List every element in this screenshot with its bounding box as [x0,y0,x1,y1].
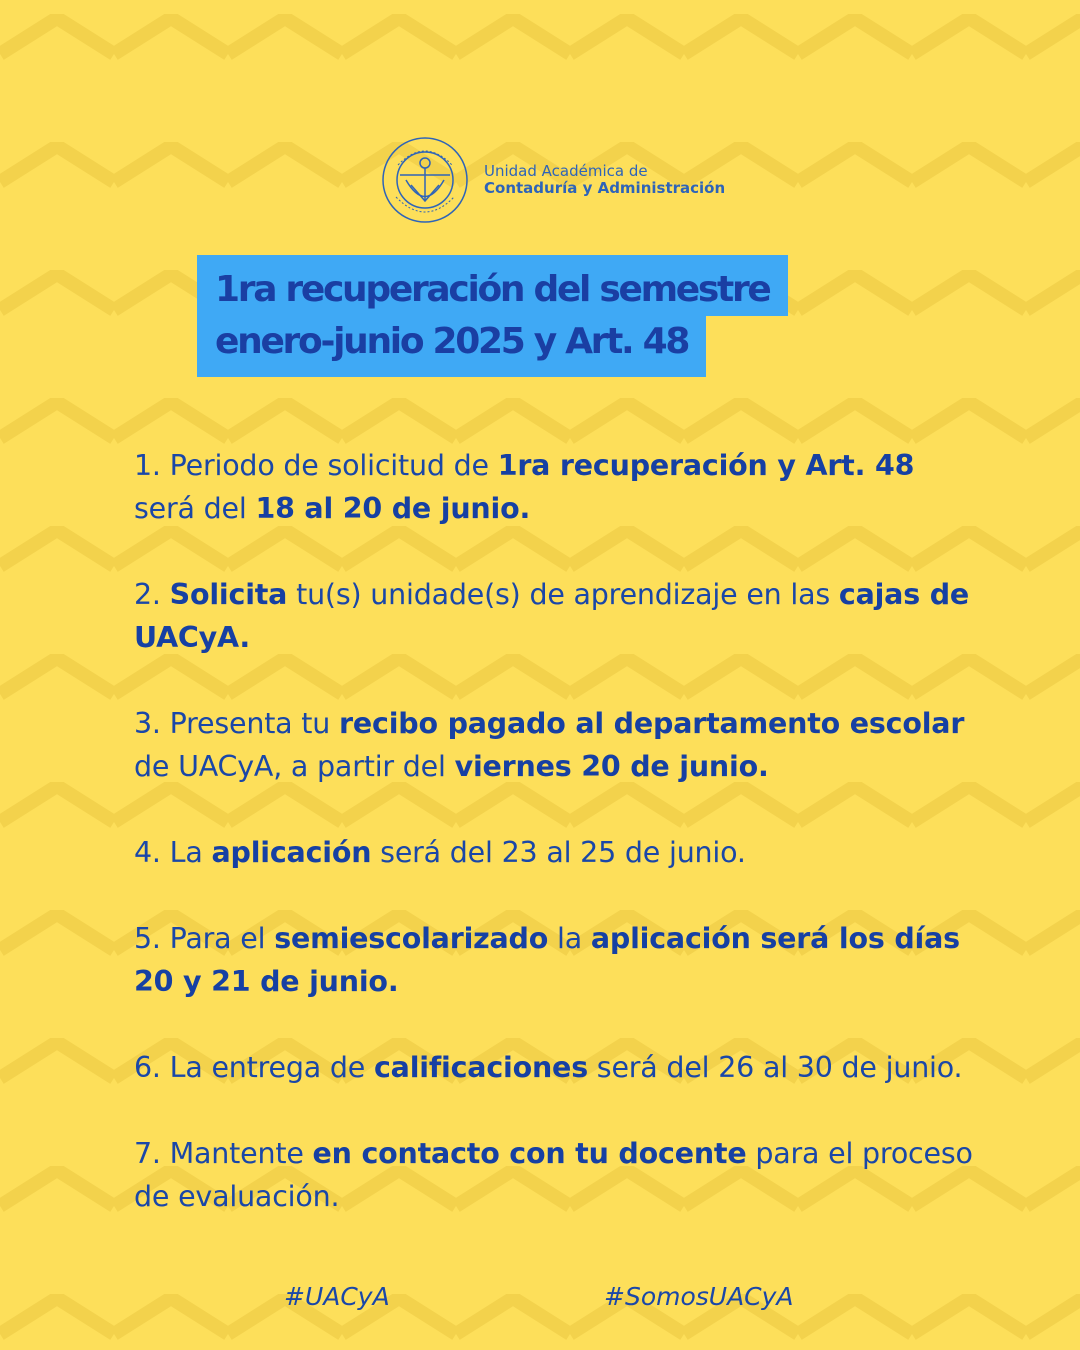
institution-name-line1: Unidad Académica de [484,162,648,180]
page-title [197,255,788,377]
institution-name-line2: Contaduría y Administración [484,179,726,197]
hashtag-somosuacya: #SomosUACyA [604,1282,794,1311]
list-item: 6. La entrega de calificaciones será del 26 al 30 de junio. [134,1051,963,1084]
institution-name [484,163,725,197]
list-item: 4. La aplicación será del 23 al 25 de junio. [134,836,746,869]
list-item: 7. Mantente en contacto con tu docente para el proceso de evaluación. [134,1137,973,1213]
title-line-1: 1ra recuperación del semestre [197,255,788,316]
list-item: 2. Solicita tu(s) unidade(s) de aprendizaje en las cajas de UACyA. [134,578,970,654]
hashtag-uacya: #UACyA [284,1282,390,1311]
uacya-seal-icon [378,135,472,225]
list-item: 5. Para el semiescolarizado la aplicación será los días 20 y 21 de junio. [134,922,960,998]
list-item: 1. Periodo de solicitud de 1ra recuperación y Art. 48 será del 18 al 20 de junio. [134,449,915,525]
instructions-list [134,444,974,1261]
title-line-2: enero-junio 2025 y Art. 48 [197,316,706,377]
list-item: 3. Presenta tu recibo pagado al departamento escolar de UACyA, a partir del viernes 20 de junio. [134,707,965,783]
institution-logo [378,135,725,225]
